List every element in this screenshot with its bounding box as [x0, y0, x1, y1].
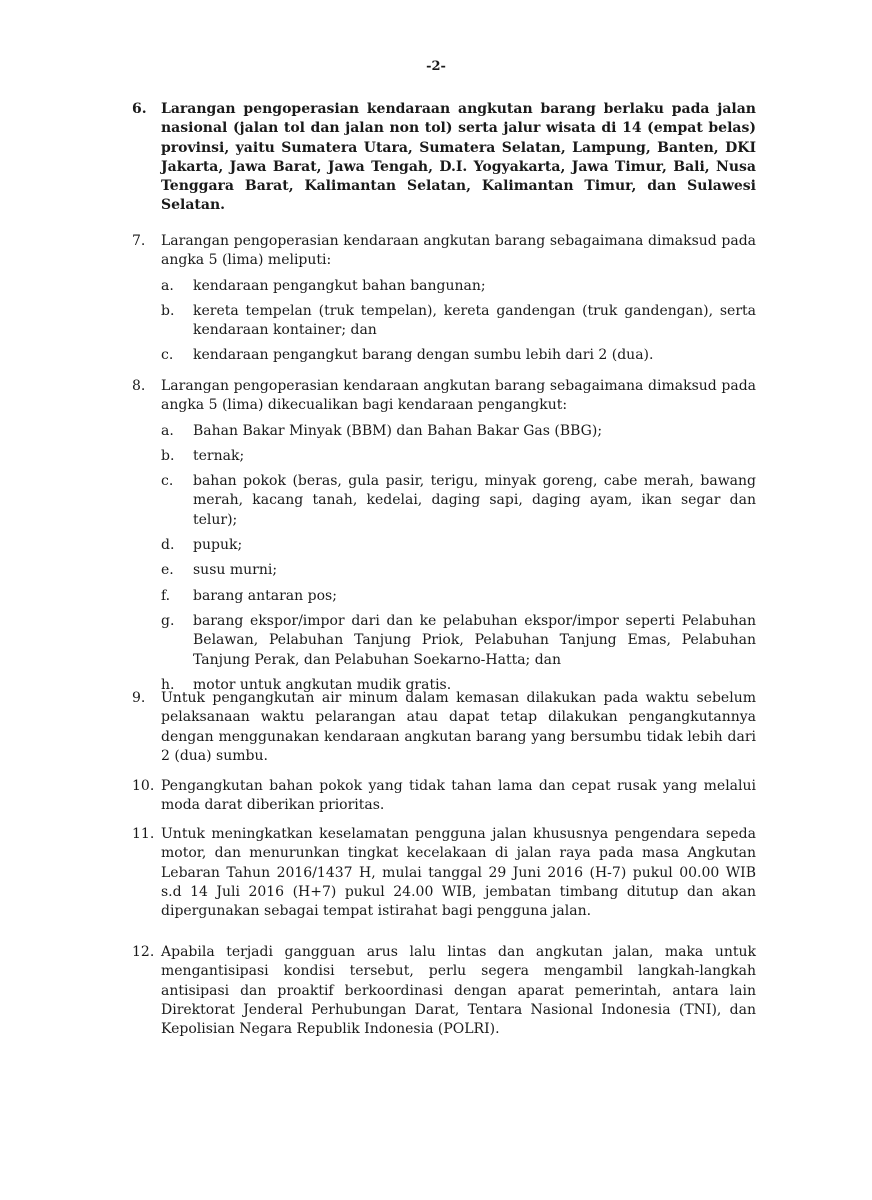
item-text: Larangan pengoperasian kendaraan angkutan barang sebagaimana dimaksud pada angka 5 (lima) dikecualikan bagi kendaraan pengangkut: — [161, 378, 756, 414]
list-item-6 — [132, 100, 756, 216]
sub-letter: e. — [161, 562, 174, 579]
page-number: -2- — [426, 59, 446, 74]
list-item-11 — [132, 825, 756, 921]
list-item-9 — [132, 689, 756, 766]
sub-letter: b. — [161, 447, 175, 464]
sub-letter: c. — [161, 473, 174, 490]
item-number: 12. — [132, 944, 155, 960]
item-number: 6. — [132, 101, 147, 117]
sub-item — [161, 536, 756, 555]
item-number: 7. — [132, 233, 146, 249]
list-item-7 — [132, 232, 756, 366]
sub-letter: c. — [161, 347, 174, 364]
sub-item — [161, 587, 756, 606]
sub-text: kereta tempelan (truk tempelan), kereta gandengan (truk gandengan), serta kendaraan kontainer; dan — [193, 302, 756, 339]
item-number: 10. — [132, 778, 155, 794]
sub-text: motor untuk angkutan mudik gratis. — [193, 676, 452, 693]
sub-letter: a. — [161, 422, 174, 439]
list-item-10 — [132, 777, 756, 816]
item-text: Untuk pengangkutan air minum dalam kemasan dilakukan pada waktu sebelum pelaksanaan waktu pelarangan atau dapat tetap dilakukan pengangkutannya dengan menggunakan kendaraan angkutan barang yang bersumbu tidak lebih dari 2 (dua) sumbu. — [161, 690, 756, 764]
sub-letter: h. — [161, 676, 175, 693]
sub-letter: f. — [161, 587, 171, 604]
item-text: Larangan pengoperasian kendaraan angkutan barang sebagaimana dimaksud pada angka 5 (lima) meliputi: — [161, 233, 756, 269]
sub-text: Bahan Bakar Minyak (BBM) dan Bahan Bakar Gas (BBG); — [193, 422, 603, 439]
list-item-12 — [132, 943, 756, 1039]
item-number: 9. — [132, 690, 146, 706]
sub-item — [161, 277, 756, 296]
sub-item — [161, 612, 756, 670]
sub-letter: d. — [161, 537, 175, 554]
sub-text: susu murni; — [193, 562, 278, 579]
sub-letter: a. — [161, 277, 174, 294]
item-text: Pengangkutan bahan pokok yang tidak tahan lama dan cepat rusak yang melalui moda darat diberikan prioritas. — [161, 778, 756, 814]
sub-text: kendaraan pengangkut barang dengan sumbu lebih dari 2 (dua). — [193, 347, 654, 364]
item-text: Apabila terjadi gangguan arus lalu lintas dan angkutan jalan, maka untuk mengantisipasi kondisi tersebut, perlu segera mengambil langkah-langkah antisipasi dan proaktif berkoordinasi dengan aparat pemerintah, antara lain Direktorat Jenderal Perhubungan Darat, Tentara Nasional Indonesia (TNI), dan Kepolisian Negara Republik Indonesia (POLRI). — [161, 944, 756, 1038]
item-text: Untuk meningkatkan keselamatan pengguna jalan khususnya pengendara sepeda motor, dan menurunkan tingkat kecelakaan di jalan raya pada masa Angkutan Lebaran Tahun 2016/1437 H, mulai tanggal 29 Juni 2016 (H-7) pukul 00.00 WIB s.d 14 Juli 2016 (H+7) pukul 24.00 WIB, jembatan timbang ditutup dan akan dipergunakan sebagai tempat istirahat bagi pengguna jalan. — [161, 826, 756, 920]
sub-letter: g. — [161, 612, 175, 629]
sub-item — [161, 472, 756, 530]
sub-text: kendaraan pengangkut bahan bangunan; — [193, 277, 486, 294]
sub-item — [161, 346, 756, 365]
sub-text: barang antaran pos; — [193, 587, 337, 604]
sub-text: ternak; — [193, 447, 245, 464]
sub-text: barang ekspor/impor dari dan ke pelabuhan ekspor/impor seperti Pelabuhan Belawan, Pelabuhan Tanjung Priok, Pelabuhan Tanjung Emas, Pelabuhan Tanjung Perak, dan Pelabuhan Soekarno-Hatta; dan — [193, 612, 756, 668]
item-text: Larangan pengoperasian kendaraan angkutan barang berlaku pada jalan nasional (jalan tol dan jalan non tol) serta jalur wisata di 14 (empat belas) provinsi, yaitu Sumatera Utara, Sumatera Selatan, Lampung, Banten, DKI Jakarta, Jawa Barat, Jawa Tengah, D.I. Yogyakarta, Jawa Timur, Bali, Nusa Tenggara Barat, Kalimantan Selatan, Kalimantan Timur, dan Sulawesi Selatan. — [161, 101, 756, 214]
sub-item — [161, 302, 756, 341]
item-number: 11. — [132, 826, 155, 842]
sub-text: bahan pokok (beras, gula pasir, terigu, minyak goreng, cabe merah, bawang merah, kacang tanah, kedelai, daging sapi, daging ayam, ikan segar dan telur); — [193, 473, 756, 528]
sub-item — [161, 561, 756, 580]
sub-letter: b. — [161, 302, 175, 319]
sub-item — [161, 447, 756, 466]
list-item-8 — [132, 377, 756, 695]
item-number: 8. — [132, 378, 146, 394]
sub-text: pupuk; — [193, 537, 243, 554]
sub-item — [161, 422, 756, 441]
